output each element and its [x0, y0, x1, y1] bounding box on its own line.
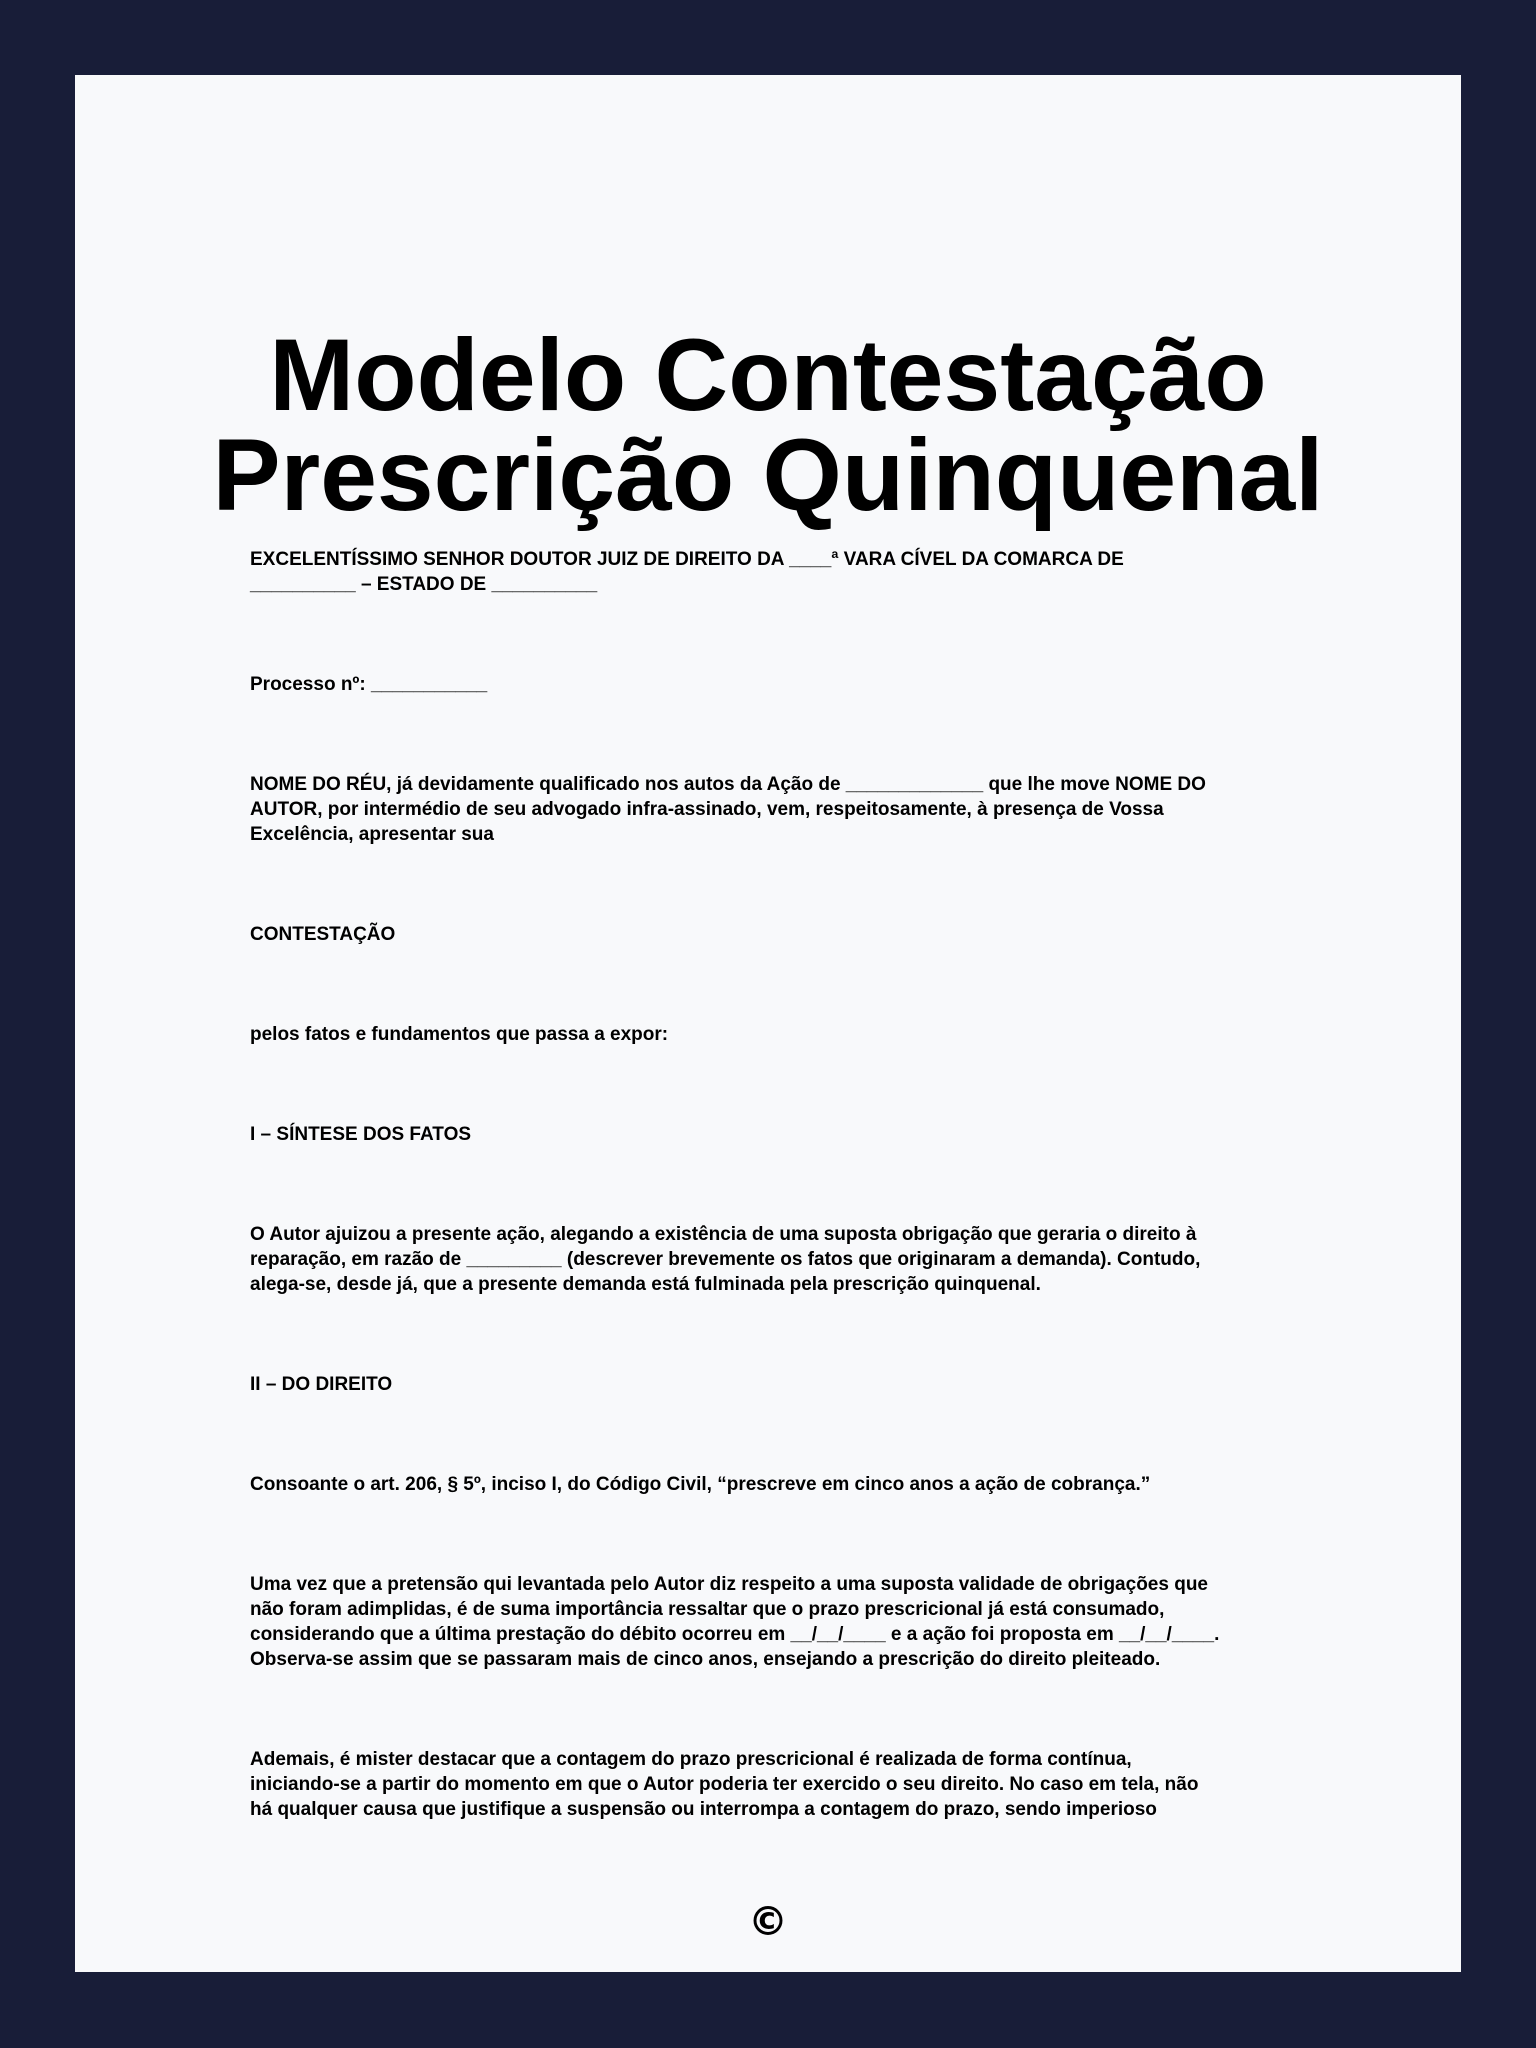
- prescription-argument-paragraph: Uma vez que a pretensão qui levantada pelo Autor diz respeito a uma suposta validade de obrigações que não foram adimplidas, é de suma importância ressaltar que o prazo prescricional já está consumado, considerando que a última prestação do débito ocorreu em __/__/____ e a ação foi proposta em __/__/____. Observa-se assim que se passaram mais de cinco anos, ensejando a prescrição do direito pleiteado.: [250, 1574, 1220, 1670]
- intro-paragraph: NOME DO RÉU, já devidamente qualificado nos autos da Ação de _____________ que lhe move NOME DO AUTOR, por intermédio de seu advogado infra-assinado, vem, respeitosamente, à presença de Vossa Excelência, apresentar sua: [250, 774, 1206, 845]
- intro-closing-paragraph: pelos fatos e fundamentos que passa a expor:: [250, 1024, 669, 1045]
- process-number: Processo nº: ___________: [250, 674, 488, 695]
- copyright-icon: ©: [748, 1899, 788, 1945]
- law-citation-paragraph: Consoante o art. 206, § 5º, inciso I, do Código Civil, “prescreve em cinco anos a ação de cobrança.”: [250, 1474, 1151, 1495]
- document-title: [75, 318, 1461, 532]
- section-heading-contestacao: CONTESTAÇÃO: [250, 924, 396, 945]
- title-line-1: Modelo Contestação: [269, 318, 1267, 432]
- facts-paragraph: O Autor ajuizou a presente ação, alegando a existência de uma suposta obrigação que geraria o direito à reparação, em razão de _________ (descrever brevemente os fatos que originaram a demanda). Contudo, alega-se, desde já, que a presente demanda está fulminada pela prescrição quinquenal.: [250, 1224, 1201, 1295]
- addressee-paragraph: EXCELENTÍSSIMO SENHOR DOUTOR JUIZ DE DIREITO DA ____ª VARA CÍVEL DA COMARCA DE __________ – ESTADO DE __________: [250, 549, 1124, 595]
- continuous-count-paragraph: Ademais, é mister destacar que a contagem do prazo prescricional é realizada de forma contínua, iniciando-se a partir do momento em que o Autor poderia ter exercido o seu direito. No caso em tela, não há qualquer causa que justifique a suspensão ou interrompa a contagem do prazo, sendo imperioso: [250, 1749, 1199, 1820]
- title-line-2: Prescrição Quinquenal: [212, 418, 1324, 532]
- section-heading-law: II – DO DIREITO: [250, 1374, 393, 1395]
- document-page: [75, 75, 1461, 1972]
- section-heading-facts: I – SÍNTESE DOS FATOS: [250, 1124, 472, 1145]
